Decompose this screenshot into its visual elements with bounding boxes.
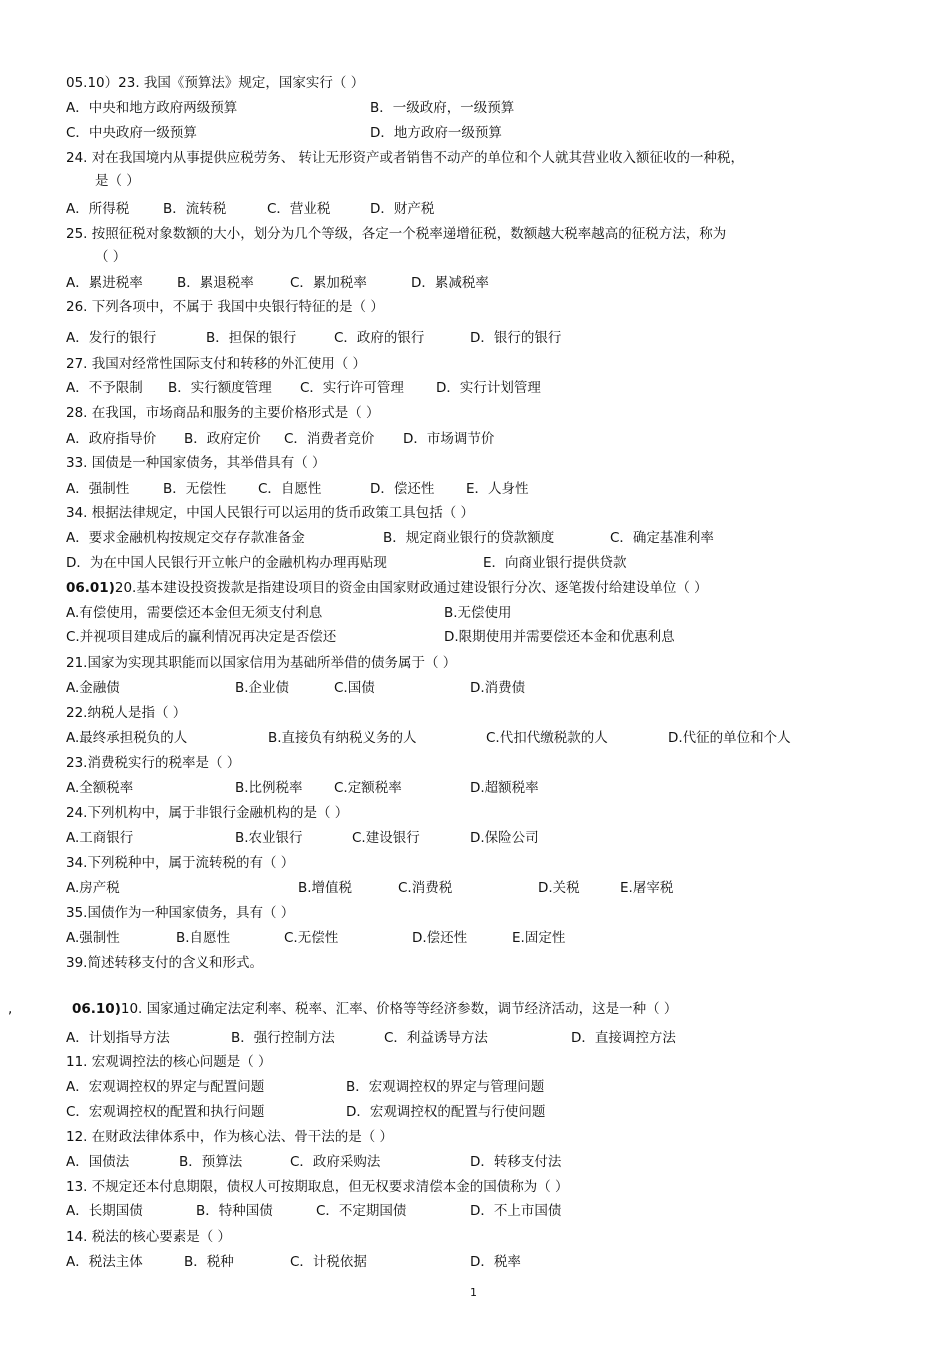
text-line <box>403 430 494 448</box>
line-text: D．税率 <box>470 1254 521 1270</box>
line-text: 22.纳税人是指（ ） <box>66 705 187 721</box>
line-text: 27. 我国对经常性国际支付和转移的外汇使用（ ） <box>66 356 367 372</box>
text-line <box>235 779 303 797</box>
text-line <box>177 274 254 292</box>
line-text: B．预算法 <box>179 1154 243 1170</box>
line-text: B．强行控制方法 <box>231 1030 335 1046</box>
page-number: 1 <box>470 1286 477 1299</box>
line-text: E.屠宰税 <box>620 880 674 896</box>
text-line <box>66 379 143 397</box>
text-line <box>66 355 366 373</box>
text-line <box>179 1153 242 1171</box>
text-line <box>444 628 675 646</box>
text-line <box>66 854 294 872</box>
line-text: B．累退税率 <box>177 275 254 291</box>
text-line <box>95 248 126 266</box>
line-text: C.定额税率 <box>334 780 402 796</box>
line-text: C．计税依据 <box>290 1254 367 1270</box>
text-line <box>231 1029 335 1047</box>
line-text: 是（ ） <box>95 173 140 189</box>
text-line <box>184 1253 234 1271</box>
text-line <box>66 954 263 972</box>
text-line <box>176 929 230 947</box>
text-line <box>412 929 467 947</box>
line-text: C．自愿性 <box>258 481 322 497</box>
text-line <box>571 1029 676 1047</box>
text-line <box>334 679 375 697</box>
text-line <box>66 829 133 847</box>
line-text: B．宏观调控权的界定与管理问题 <box>346 1079 545 1095</box>
line-text: A.有偿使用，需要偿还本金但无须支付利息 <box>66 605 323 621</box>
text-line <box>352 829 420 847</box>
text-line <box>235 829 303 847</box>
text-line <box>298 879 352 897</box>
text-line <box>370 99 514 117</box>
text-line <box>290 1253 367 1271</box>
line-text: B.自愿性 <box>176 930 231 946</box>
line-text: 33. 国债是一种国家债务，其举借具有（ ） <box>66 455 326 471</box>
line-text: 10. 国家通过确定法定利率、税率、汇率、价格等等经济参数，调节经济活动，这是一种（ ） <box>120 1001 678 1017</box>
text-line <box>66 149 744 167</box>
text-line <box>66 704 186 722</box>
text-line <box>66 1103 264 1121</box>
text-line <box>370 124 502 142</box>
text-line <box>66 504 474 522</box>
line-text: A．中央和地方政府两级预算 <box>66 100 238 116</box>
line-text: B．政府定价 <box>184 431 261 447</box>
text-line <box>66 1128 393 1146</box>
line-text: C．宏观调控权的配置和执行问题 <box>66 1104 265 1120</box>
line-text: C.建设银行 <box>352 830 420 846</box>
text-line <box>610 529 714 547</box>
line-text: C．利益诱导方法 <box>384 1030 488 1046</box>
line-text: C．不定期国债 <box>316 1203 407 1219</box>
line-text: A．税法主体 <box>66 1254 143 1270</box>
text-line <box>538 879 580 897</box>
text-line <box>470 829 539 847</box>
line-text: 26. 下列各项中，不属于 我国中央银行特征的是（ ） <box>66 299 384 315</box>
line-text: A．长期国债 <box>66 1203 143 1219</box>
text-line <box>470 329 561 347</box>
text-line <box>284 430 374 448</box>
text-line <box>316 1202 406 1220</box>
line-text: A．所得税 <box>66 201 130 217</box>
line-text: D．实行计划管理 <box>436 380 541 396</box>
line-text: D．直接调控方法 <box>571 1030 676 1046</box>
text-line <box>290 274 367 292</box>
text-line <box>300 379 404 397</box>
line-text: 28. 在我国，市场商品和服务的主要价格形式是（ ） <box>66 405 380 421</box>
line-text: E．人身性 <box>466 481 529 497</box>
text-line <box>470 1253 521 1271</box>
text-line <box>66 779 133 797</box>
line-text: B．流转税 <box>163 201 227 217</box>
text-line <box>72 1000 677 1018</box>
line-text: A．强制性 <box>66 481 130 497</box>
line-text: C．政府采购法 <box>290 1154 381 1170</box>
text-line <box>235 679 289 697</box>
line-text: D．财产税 <box>370 201 435 217</box>
text-line <box>66 679 120 697</box>
line-text: B．特种国债 <box>196 1203 273 1219</box>
text-line <box>66 1053 272 1071</box>
text-line <box>66 404 380 422</box>
text-line <box>66 628 336 646</box>
text-line <box>66 654 456 672</box>
line-text: 13. 不规定还本付息期限，债权人可按期取息，但无权要求清偿本金的国债称为（ ） <box>66 1179 569 1195</box>
text-line <box>66 124 197 142</box>
line-text: D．累减税率 <box>411 275 489 291</box>
line-text: C．实行许可管理 <box>300 380 404 396</box>
line-text: B．税种 <box>184 1254 234 1270</box>
line-text: C.并视项目建成后的赢利情况再决定是否偿还 <box>66 629 337 645</box>
line-text: 34. 根据法律规定，中国人民银行可以运用的货币政策工具包括（ ） <box>66 505 475 521</box>
text-line <box>334 329 424 347</box>
text-line <box>346 1078 544 1096</box>
line-text: 39.简述转移支付的含义和形式。 <box>66 955 263 971</box>
text-line <box>258 480 321 498</box>
line-text: E.固定性 <box>512 930 566 946</box>
text-line <box>370 480 434 498</box>
text-line <box>470 1202 561 1220</box>
text-line <box>66 804 348 822</box>
line-text: B．规定商业银行的贷款额度 <box>383 530 555 546</box>
line-text: C.消费税 <box>398 880 453 896</box>
text-line <box>66 1253 143 1271</box>
line-text: D．地方政府一级预算 <box>370 125 502 141</box>
text-line <box>668 729 791 747</box>
text-line <box>620 879 673 897</box>
line-text: B．无偿性 <box>163 481 227 497</box>
text-line <box>66 454 326 472</box>
line-text: A．计划指导方法 <box>66 1030 170 1046</box>
text-line <box>163 200 226 218</box>
text-line <box>512 929 565 947</box>
line-text: , <box>8 1001 13 1017</box>
text-line <box>470 779 539 797</box>
text-line <box>486 729 608 747</box>
text-line <box>466 480 529 498</box>
line-text: B．担保的银行 <box>206 330 297 346</box>
text-line <box>66 879 120 897</box>
text-line <box>66 430 156 448</box>
line-text: E．向商业银行提供贷款 <box>483 555 627 571</box>
text-line <box>384 1029 488 1047</box>
line-text: A．政府指导价 <box>66 431 157 447</box>
line-text: D.保险公司 <box>470 830 539 846</box>
text-line <box>66 1153 129 1171</box>
line-text: 35.国债作为一种国家债务，具有（ ） <box>66 905 295 921</box>
line-text: A．要求金融机构按规定交存存款准备金 <box>66 530 305 546</box>
text-line <box>346 1103 545 1121</box>
line-text: D.关税 <box>538 880 580 896</box>
line-text: D．市场调节价 <box>403 431 495 447</box>
line-text: B.企业债 <box>235 680 290 696</box>
line-text: A.强制性 <box>66 930 120 946</box>
line-text: 25. 按照征税对象数额的大小，划分为几个等级，各定一个税率递增征税，数额越大税率越高的征税方法，称为 <box>66 226 727 242</box>
text-line <box>268 729 417 747</box>
line-text: D．转移支付法 <box>470 1154 562 1170</box>
text-line <box>383 529 554 547</box>
line-text: C．累加税率 <box>290 275 367 291</box>
text-line <box>411 274 489 292</box>
line-text: B．实行额度管理 <box>168 380 272 396</box>
line-text: 34.下列税种中，属于流转税的有（ ） <box>66 855 295 871</box>
line-text: 14. 税法的核心要素是（ ） <box>66 1229 232 1245</box>
line-text: D.偿还性 <box>412 930 468 946</box>
text-line <box>66 1178 569 1196</box>
text-line <box>168 379 272 397</box>
text-line <box>66 480 129 498</box>
line-text: B.比例税率 <box>235 780 303 796</box>
line-text: （ ） <box>95 249 127 265</box>
line-text: A.全额税率 <box>66 780 134 796</box>
line-text: A．发行的银行 <box>66 330 157 346</box>
text-line <box>196 1202 273 1220</box>
text-line <box>66 329 156 347</box>
text-line <box>66 200 129 218</box>
text-line <box>66 274 143 292</box>
line-text: D.消费债 <box>470 680 526 696</box>
text-line <box>66 225 726 243</box>
line-text: 20.基本建设投资拨款是指建设项目的资金由国家财政通过建设银行分次、逐笔拨付给建设单位（ ） <box>114 580 708 596</box>
text-line <box>66 1202 143 1220</box>
text-line <box>483 554 627 572</box>
line-text: 21.国家为实现其职能而以国家信用为基础所举借的债务属于（ ） <box>66 655 457 671</box>
text-line <box>398 879 452 897</box>
line-text: D．为在中国人民银行开立帐户的金融机构办理再贴现 <box>66 555 387 571</box>
text-line <box>436 379 541 397</box>
line-text: C.国债 <box>334 680 375 696</box>
text-line <box>66 754 240 772</box>
line-text: A．累进税率 <box>66 275 143 291</box>
line-text: 11. 宏观调控法的核心问题是（ ） <box>66 1054 272 1070</box>
text-line <box>66 298 384 316</box>
line-text: 24.下列机构中，属于非银行金融机构的是（ ） <box>66 805 349 821</box>
line-text: A．国债法 <box>66 1154 130 1170</box>
line-text: B．一级政府，一级预算 <box>370 100 515 116</box>
line-text: C．消费者竞价 <box>284 431 375 447</box>
line-text: A.金融债 <box>66 680 120 696</box>
text-line <box>66 1078 264 1096</box>
line-text: A．宏观调控权的界定与配置问题 <box>66 1079 265 1095</box>
line-text: C．确定基准利率 <box>610 530 714 546</box>
line-text: C.代扣代缴税款的人 <box>486 730 608 746</box>
line-text: D.代征的单位和个人 <box>668 730 791 746</box>
line-text: C．中央政府一级预算 <box>66 125 197 141</box>
line-text: D．银行的银行 <box>470 330 562 346</box>
text-line <box>284 929 338 947</box>
line-text: D.限期使用并需要偿还本金和优惠利息 <box>444 629 675 645</box>
line-text: D．偿还性 <box>370 481 435 497</box>
text-line <box>8 1000 12 1018</box>
line-text: B.直接负有纳税义务的人 <box>268 730 417 746</box>
line-text: 12. 在财政法律体系中，作为核心法、骨干法的是（ ） <box>66 1129 394 1145</box>
line-text: A．不予限制 <box>66 380 143 396</box>
text-line <box>470 679 525 697</box>
exam-session-label: 06.01) <box>66 580 115 596</box>
line-text: A.最终承担税负的人 <box>66 730 188 746</box>
line-text: 24. 对在我国境内从事提供应税劳务、 转让无形资产或者销售不动产的单位和个人就其营业收入额征收的一种税， <box>66 150 745 166</box>
text-line <box>267 200 330 218</box>
text-line <box>334 779 402 797</box>
line-text: D．不上市国债 <box>470 1203 562 1219</box>
text-line <box>66 904 294 922</box>
line-text: D.超额税率 <box>470 780 539 796</box>
text-line <box>66 929 120 947</box>
line-text: A.工商银行 <box>66 830 134 846</box>
text-line <box>66 729 187 747</box>
line-text: C.无偿性 <box>284 930 339 946</box>
text-line <box>95 172 140 190</box>
exam-session-label: 06.10) <box>72 1001 121 1017</box>
line-text: D．宏观调控权的配置与行使问题 <box>346 1104 546 1120</box>
line-text: B.增值税 <box>298 880 353 896</box>
line-text: A.房产税 <box>66 880 120 896</box>
text-line <box>66 579 708 597</box>
text-line <box>66 74 364 92</box>
line-text: B.农业银行 <box>235 830 303 846</box>
text-line <box>163 480 226 498</box>
text-line <box>470 1153 561 1171</box>
text-line <box>444 604 512 622</box>
line-text: 23.消费税实行的税率是（ ） <box>66 755 241 771</box>
text-line <box>370 200 434 218</box>
text-line <box>66 1029 170 1047</box>
text-line <box>66 99 237 117</box>
text-line <box>290 1153 380 1171</box>
line-text: 05.10）23. 我国《预算法》规定，国家实行（ ） <box>66 75 365 91</box>
text-line <box>66 1228 231 1246</box>
text-line <box>184 430 261 448</box>
text-line <box>66 529 305 547</box>
text-line <box>206 329 296 347</box>
text-line <box>66 604 322 622</box>
line-text: B.无偿使用 <box>444 605 512 621</box>
line-text: C．政府的银行 <box>334 330 425 346</box>
text-line <box>66 554 387 572</box>
line-text: C．营业税 <box>267 201 331 217</box>
